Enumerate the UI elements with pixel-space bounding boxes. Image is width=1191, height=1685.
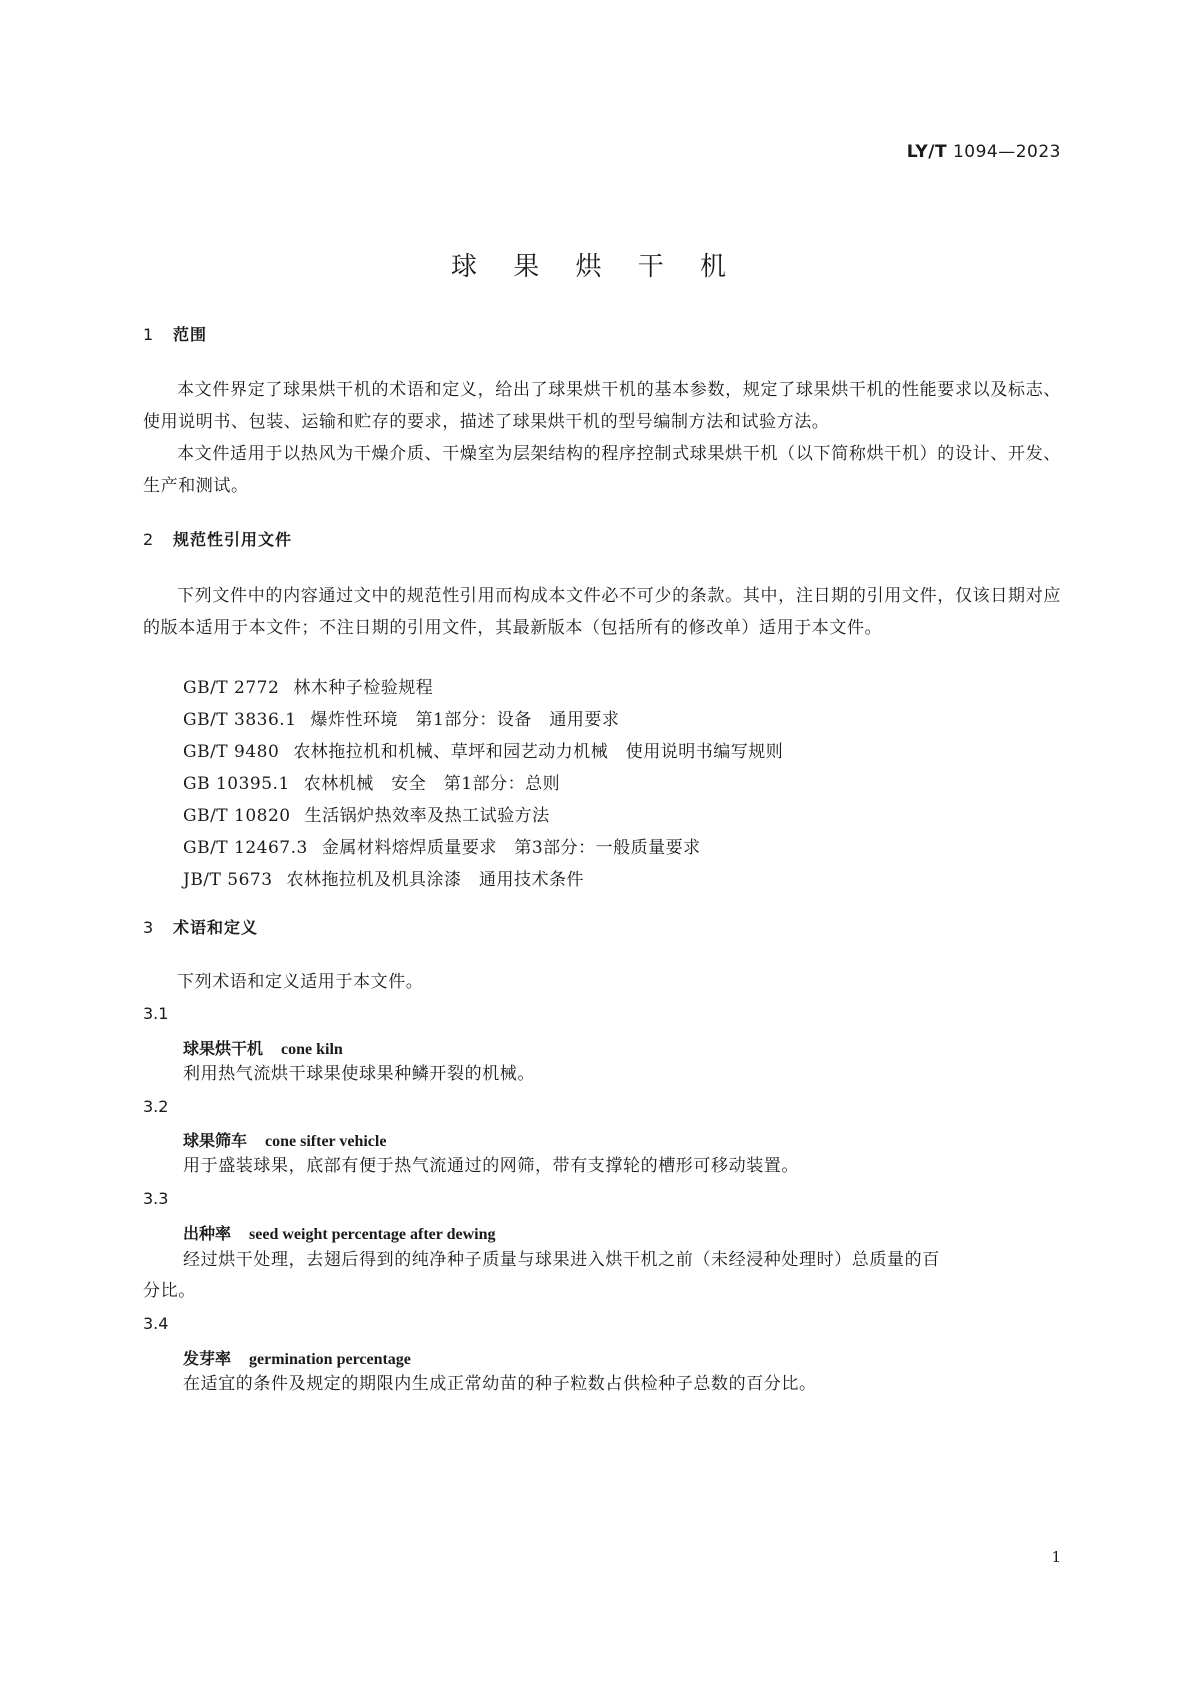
reference-code: GB/T 2772	[183, 678, 280, 698]
standard-code-prefix: LY/T	[906, 142, 948, 162]
reference-code: GB/T 10820	[183, 806, 291, 826]
section-number: 3	[143, 918, 155, 937]
term-zh: 球果筛车	[183, 1131, 248, 1150]
reference-title: 农林拖拉机和机械、草坪和园艺动力机械 使用说明书编写规则	[293, 742, 784, 762]
term-en: seed weight percentage after dewing	[249, 1226, 496, 1243]
section-1-paragraph-2: 本文件适用于以热风为干燥介质、干燥室为层架结构的程序控制式球果烘干机（以下简称烘干机）的设计、开发、生产和测试。	[143, 444, 1061, 496]
reference-title: 林木种子检验规程	[293, 678, 434, 698]
section-3-paragraph-1: 下列术语和定义适用于本文件。	[177, 972, 424, 992]
standard-code-number: 1094—2023	[952, 142, 1061, 162]
term-definition: 在适宜的条件及规定的期限内生成正常幼苗的种子粒数占供检种子总数的百分比。	[183, 1374, 817, 1394]
reference-code: JB/T 5673	[183, 870, 273, 890]
term-zh: 出种率	[183, 1224, 232, 1243]
reference-title: 金属材料熔焊质量要求 第3部分：一般质量要求	[321, 838, 701, 858]
term-name	[183, 1346, 411, 1369]
reference-item	[183, 768, 560, 800]
section-1-heading	[143, 322, 207, 345]
term-name	[183, 1128, 386, 1151]
reference-item	[183, 672, 433, 704]
section-title: 规范性引用文件	[173, 530, 293, 549]
reference-title: 农林机械 安全 第1部分：总则	[303, 774, 561, 794]
section-2-paragraph-1: 下列文件中的内容通过文中的规范性引用而构成本文件必不可少的条款。其中，注日期的引用文件，仅该日期对应的版本适用于本文件；不注日期的引用文件，其最新版本（包括所有的修改单）适用于本文件。	[143, 586, 1061, 638]
reference-item	[183, 736, 783, 768]
document-title: 球 果 烘 干 机	[450, 252, 741, 282]
term-zh: 发芽率	[183, 1349, 232, 1368]
standard-code	[907, 142, 1061, 162]
reference-title: 生活锅炉热效率及热工试验方法	[304, 806, 550, 826]
term-number: 3.2	[143, 1097, 169, 1116]
term-definition: 经过烘干处理，去翅后得到的纯净种子质量与球果进入烘干机之前（未经浸种处理时）总质量的百	[183, 1250, 940, 1270]
reference-title: 爆炸性环境 第1部分：设备 通用要求	[310, 710, 620, 730]
term-definition-continuation: 分比。	[143, 1281, 196, 1301]
reference-code: GB/T 3836.1	[183, 710, 297, 730]
reference-code: GB 10395.1	[183, 774, 290, 794]
section-2-heading	[143, 527, 292, 550]
reference-item	[183, 832, 701, 864]
reference-code: GB/T 9480	[183, 742, 280, 762]
reference-item	[183, 704, 619, 736]
section-3-heading	[143, 915, 258, 938]
term-en: cone kiln	[281, 1041, 343, 1058]
term-name	[183, 1036, 343, 1059]
term-definition: 用于盛装球果，底部有便于热气流通过的网筛，带有支撑轮的槽形可移动装置。	[183, 1156, 799, 1176]
section-title: 范围	[173, 325, 208, 344]
section-title: 术语和定义	[173, 918, 259, 937]
reference-code: GB/T 12467.3	[183, 838, 308, 858]
page-number: 1	[1051, 1548, 1061, 1566]
reference-item	[183, 864, 584, 896]
section-number: 2	[143, 530, 155, 549]
term-en: cone sifter vehicle	[265, 1133, 387, 1150]
section-number: 1	[143, 325, 155, 344]
term-number: 3.3	[143, 1189, 169, 1208]
reference-item	[183, 800, 550, 832]
term-zh: 球果烘干机	[183, 1039, 264, 1058]
reference-title: 农林拖拉机及机具涂漆 通用技术条件	[286, 870, 585, 890]
term-number: 3.4	[143, 1314, 169, 1333]
term-definition: 利用热气流烘干球果使球果种鳞开裂的机械。	[183, 1064, 535, 1084]
term-name	[183, 1221, 495, 1244]
term-en: germination percentage	[249, 1351, 411, 1368]
term-number: 3.1	[143, 1004, 169, 1023]
section-1-paragraph-1: 本文件界定了球果烘干机的术语和定义，给出了球果烘干机的基本参数，规定了球果烘干机的性能要求以及标志、使用说明书、包装、运输和贮存的要求，描述了球果烘干机的型号编制方法和试验方法。	[143, 380, 1061, 432]
